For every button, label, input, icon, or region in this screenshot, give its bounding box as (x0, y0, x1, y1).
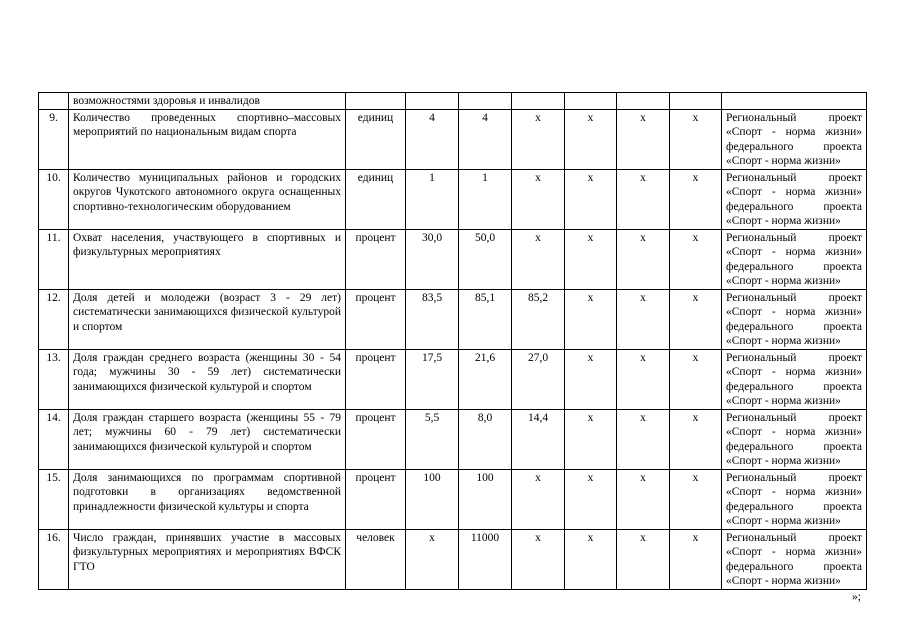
indicators-table (38, 92, 867, 590)
cell-value: 50,0 (459, 229, 512, 289)
cell-unit: процент (346, 229, 406, 289)
source-line: «Спорт - норма жизни» (726, 335, 841, 347)
table-row-continuation (39, 93, 867, 110)
table-row (39, 289, 867, 349)
cell-unit: единиц (346, 169, 406, 229)
cell-value (459, 93, 512, 110)
source-line: Региональный проект (726, 111, 862, 124)
cell-indicator-name: Доля граждан старшего возраста (женщины 55 - 79 лет; мужчины 60 - 79 лет) систематически занимающихся физической культурой и спортом (69, 409, 346, 469)
cell-num (39, 93, 69, 110)
cell-value: x (512, 169, 565, 229)
cell-unit (346, 93, 406, 110)
cell-source (722, 469, 867, 529)
cell-indicator-name: Доля детей и молодежи (возраст 3 - 29 лет) систематически занимающихся физической культурой и спортом (69, 289, 346, 349)
cell-value (670, 93, 722, 110)
cell-value: x (565, 229, 617, 289)
cell-value: x (617, 289, 670, 349)
cell-value: x (670, 349, 722, 409)
cell-value: x (670, 169, 722, 229)
source-line: Региональный проект (726, 531, 862, 544)
source-line: «Спорт - норма жизни» (726, 515, 841, 527)
cell-num: 13. (39, 349, 69, 409)
cell-value: 4 (459, 109, 512, 169)
table-row (39, 109, 867, 169)
source-line: «Спорт - норма жизни» (726, 246, 862, 258)
cell-value: x (512, 229, 565, 289)
source-line: «Спорт - норма жизни» (726, 546, 862, 558)
cell-value: x (670, 109, 722, 169)
cell-value: x (617, 469, 670, 529)
cell-value: 85,2 (512, 289, 565, 349)
source-line: федерального проекта (726, 320, 862, 333)
source-line: «Спорт - норма жизни» (726, 186, 862, 198)
source-line: «Спорт - норма жизни» (726, 306, 862, 318)
cell-unit: единиц (346, 109, 406, 169)
cell-value: x (565, 109, 617, 169)
cell-value (565, 93, 617, 110)
cell-value: 11000 (459, 529, 512, 589)
cell-value: x (512, 109, 565, 169)
source-line: «Спорт - норма жизни» (726, 395, 841, 407)
cell-indicator-name: возможностями здоровья и инвалидов (69, 93, 346, 110)
source-line: «Спорт - норма жизни» (726, 366, 862, 378)
cell-source (722, 229, 867, 289)
cell-indicator-name: Охват населения, участвующего в спортивных и физкультурных мероприятиях (69, 229, 346, 289)
source-line: Региональный проект (726, 411, 862, 424)
cell-value: 100 (459, 469, 512, 529)
cell-value: x (406, 529, 459, 589)
cell-value: 85,1 (459, 289, 512, 349)
cell-value: x (617, 409, 670, 469)
table-row (39, 529, 867, 589)
source-line: Региональный проект (726, 231, 862, 244)
closing-mark: »; (852, 591, 861, 603)
table-row (39, 349, 867, 409)
cell-value: x (670, 529, 722, 589)
cell-num: 9. (39, 109, 69, 169)
table-body (39, 93, 867, 590)
source-line: федерального проекта (726, 260, 862, 273)
cell-indicator-name: Количество муниципальных районов и городских округов Чукотского автономного округа оснащенных спортивно-технологическим оборудованием (69, 169, 346, 229)
cell-num: 16. (39, 529, 69, 589)
table-row (39, 469, 867, 529)
cell-unit: процент (346, 349, 406, 409)
cell-value: 83,5 (406, 289, 459, 349)
cell-value: x (617, 529, 670, 589)
cell-value: x (565, 529, 617, 589)
cell-value: 30,0 (406, 229, 459, 289)
cell-value (617, 93, 670, 110)
cell-value: x (565, 409, 617, 469)
cell-num: 15. (39, 469, 69, 529)
source-line: Региональный проект (726, 291, 862, 304)
cell-num: 10. (39, 169, 69, 229)
cell-source (722, 349, 867, 409)
cell-value: x (670, 409, 722, 469)
cell-value: 14,4 (512, 409, 565, 469)
cell-source (722, 169, 867, 229)
cell-value: x (670, 469, 722, 529)
cell-value: x (617, 109, 670, 169)
cell-value: x (617, 169, 670, 229)
source-line: «Спорт - норма жизни» (726, 126, 862, 138)
cell-source (722, 289, 867, 349)
cell-value: x (512, 529, 565, 589)
source-line: федерального проекта (726, 440, 862, 453)
cell-value: 100 (406, 469, 459, 529)
source-line: Региональный проект (726, 351, 862, 364)
source-line: «Спорт - норма жизни» (726, 275, 841, 287)
cell-value: x (565, 469, 617, 529)
source-line: федерального проекта (726, 200, 862, 213)
source-line: «Спорт - норма жизни» (726, 455, 841, 467)
cell-num: 12. (39, 289, 69, 349)
cell-value: x (670, 229, 722, 289)
cell-value: 21,6 (459, 349, 512, 409)
source-line: «Спорт - норма жизни» (726, 215, 841, 227)
cell-num: 11. (39, 229, 69, 289)
cell-value: 8,0 (459, 409, 512, 469)
source-line: «Спорт - норма жизни» (726, 426, 862, 438)
cell-unit: процент (346, 469, 406, 529)
cell-value: x (565, 169, 617, 229)
cell-num: 14. (39, 409, 69, 469)
source-line: «Спорт - норма жизни» (726, 155, 841, 167)
cell-value: x (670, 289, 722, 349)
table-row (39, 409, 867, 469)
cell-indicator-name: Доля занимающихся по программам спортивной подготовки в организациях ведомственной принадлежности физической культуры и спорта (69, 469, 346, 529)
source-line: Региональный проект (726, 471, 862, 484)
cell-unit: человек (346, 529, 406, 589)
cell-value: 5,5 (406, 409, 459, 469)
table-row (39, 169, 867, 229)
table-row (39, 229, 867, 289)
cell-value: 27,0 (512, 349, 565, 409)
cell-value: 1 (459, 169, 512, 229)
source-line: «Спорт - норма жизни» (726, 486, 862, 498)
source-line: федерального проекта (726, 500, 862, 513)
cell-value: 17,5 (406, 349, 459, 409)
cell-indicator-name: Доля граждан среднего возраста (женщины 30 - 54 года; мужчины 30 - 59 лет) систематически занимающихся физической культурой и спортом (69, 349, 346, 409)
cell-source (722, 529, 867, 589)
cell-value: x (617, 349, 670, 409)
source-line: федерального проекта (726, 560, 862, 573)
cell-indicator-name: Количество проведенных спортивно–массовых мероприятий по национальным видам спорта (69, 109, 346, 169)
source-line: «Спорт - норма жизни» (726, 575, 841, 587)
cell-value: x (617, 229, 670, 289)
cell-value: 1 (406, 169, 459, 229)
cell-indicator-name: Число граждан, принявших участие в массовых физкультурных мероприятиях и мероприятиях ВФСК ГТО (69, 529, 346, 589)
cell-value: x (565, 349, 617, 409)
cell-value (512, 93, 565, 110)
cell-unit: процент (346, 409, 406, 469)
cell-unit: процент (346, 289, 406, 349)
source-line: федерального проекта (726, 380, 862, 393)
cell-value: 4 (406, 109, 459, 169)
source-line: Региональный проект (726, 171, 862, 184)
cell-source (722, 109, 867, 169)
cell-value: x (512, 469, 565, 529)
cell-value (406, 93, 459, 110)
source-line: федерального проекта (726, 140, 862, 153)
cell-source (722, 93, 867, 110)
cell-source (722, 409, 867, 469)
cell-value: x (565, 289, 617, 349)
